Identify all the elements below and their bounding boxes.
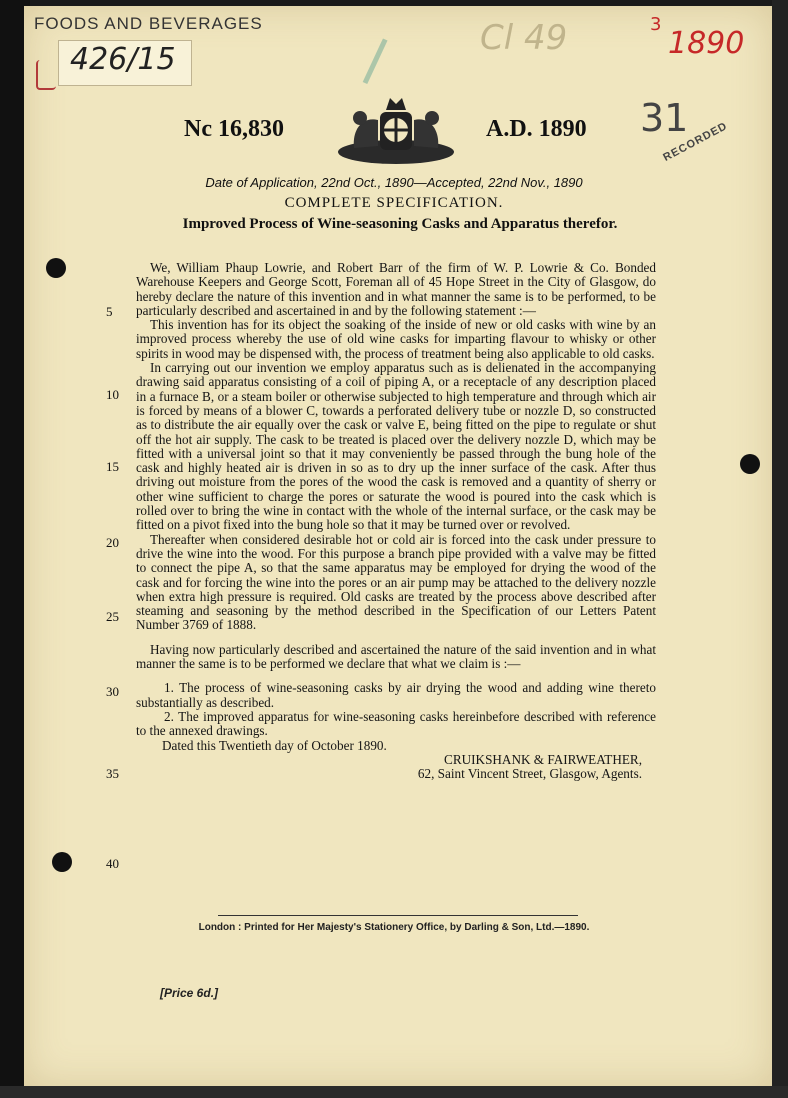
line-number: 20 [106,535,119,550]
recorded-stamp: RECORDED [661,120,730,164]
footer-rule [218,915,578,916]
line-number: 30 [106,684,119,699]
patent-year: A.D. 1890 [486,116,587,142]
red-handwritten-year: 1890 [668,26,745,61]
binding-hole [52,852,72,872]
binding-hole [740,454,760,474]
line-number: 10 [106,387,119,402]
agent-name: CRUIKSHANK & FAIRWEATHER, [444,751,642,767]
specification-body [136,261,656,781]
handwritten-31: 31 [640,96,689,140]
paragraph-claim-intro: Having now particularly described and ascertained the nature of the said invention and in what manner the same is to be performed we declare that what we claim is :— [136,641,656,672]
dated-line: Dated this Twentieth day of October 1890. [162,737,387,753]
invention-title: Improved Process of Wine-seasoning Casks and Apparatus therefor. [182,216,618,232]
paragraph-object: This invention has for its object the soaking of the inside of new or old casks with wine by an improved process whereby the use of old wine casks for imparting flavour to whisky or other spirits in wood may be dispensed with, the process of treatment being also applicable to old casks. [136,317,656,361]
line-number: 5 [106,304,113,319]
scan-bottom-edge [0,1086,788,1098]
claim-1: 1. The process of wine-seasoning casks by air drying the wood and adding wine thereto substantially as described. [136,680,656,710]
claim-2: 2. The improved apparatus for wine-seasoning casks hereinbefore described with reference to the annexed drawings. [136,708,656,739]
red-pen-mark [36,60,56,90]
patent-number: Nc 16,830 [184,116,284,142]
red-superscript: 3 [650,14,662,35]
line-number: 15 [106,459,119,474]
binding-hole [46,258,66,278]
line-number: 40 [106,856,119,871]
agent-address: 62, Saint Vincent Street, Glasgow, Agents. [417,766,642,782]
category-stamp: FOODS AND BEVERAGES [34,14,263,33]
specification-type: COMPLETE SPECIFICATION. [284,195,504,211]
handwritten-reference: 426/15 [70,42,176,77]
date-of-application: Date of Application, 22nd Oct., 1890—Accepted, 22nd Nov., 1890 [205,175,583,190]
pencil-classification: Cl 49 [480,18,568,58]
printer-imprint: London : Printed for Her Majesty's Stationery Office, by Darling & Son, Ltd.—1890. [198,922,590,933]
paragraph-pressure: Thereafter when considered desirable hot or cold air is forced into the cask under pressure to drive the wine into the wood. For this purpose a branch pipe provided with a valve may be fitted to connect the pipe A, so that the same apparatus may be employed for drying the wood of the cask and for forcing the wine into the pores or an air pump may be attached to the delivery nozzle when extra high pressure is required. Old casks are treated by the process above described after steaming and seasoning by the method described in the Specification of our Letters Patent Number 3769 of 1888. [136,531,656,633]
paragraph-applicants: We, William Phaup Lowrie, and Robert Barr of the firm of W. P. Lowrie & Co. Bonded Warehouse Keepers and George Scott, Foreman all of 45 Hope Street in the City of Glasgow, do hereby declare the nature of this invention and in what manner the same is to be performed, to be particularly described and ascertained in and by the following statement :— [136,260,656,318]
price-label: [Price 6d.] [160,986,219,1000]
royal-coat-of-arms-icon [334,90,458,170]
paragraph-apparatus: In carrying out our invention we employ apparatus such as is delienated in the accompanying drawing said apparatus consisting of a coil of piping A, or a receptacle of any description placed in a furnace B, or a steam boiler or otherwise subjected to high temperature and through which air is forced by means of a blower C, towards a perforated delivery tube or nozzle D, so constructed as to distribute the air equally over the cask or valve E, being fitted on the pipe to regulate or shut off the hot air supply. The cask to be treated is placed over the delivery nozzle D, which may be fitted with a universal joint so that it may conveniently be passed through the bung hole of the cask and highly heated air is driven in so as to dry up the inner surface of the cask. After thus driving out moisture from the pores of the wood the cask is removed and a quantity of sherry or other wine sufficient to charge the pores or saturate the wood is poured into the cask which is rolled over to bring the wine in contact with the whole of the internal surface, or the cask may be fitted on a pivot fixed into the bung hole so that it may be turned over or revolved. [136,360,656,533]
line-number: 25 [106,609,119,624]
line-number: 35 [106,766,119,781]
scan-right-edge [772,0,788,1098]
